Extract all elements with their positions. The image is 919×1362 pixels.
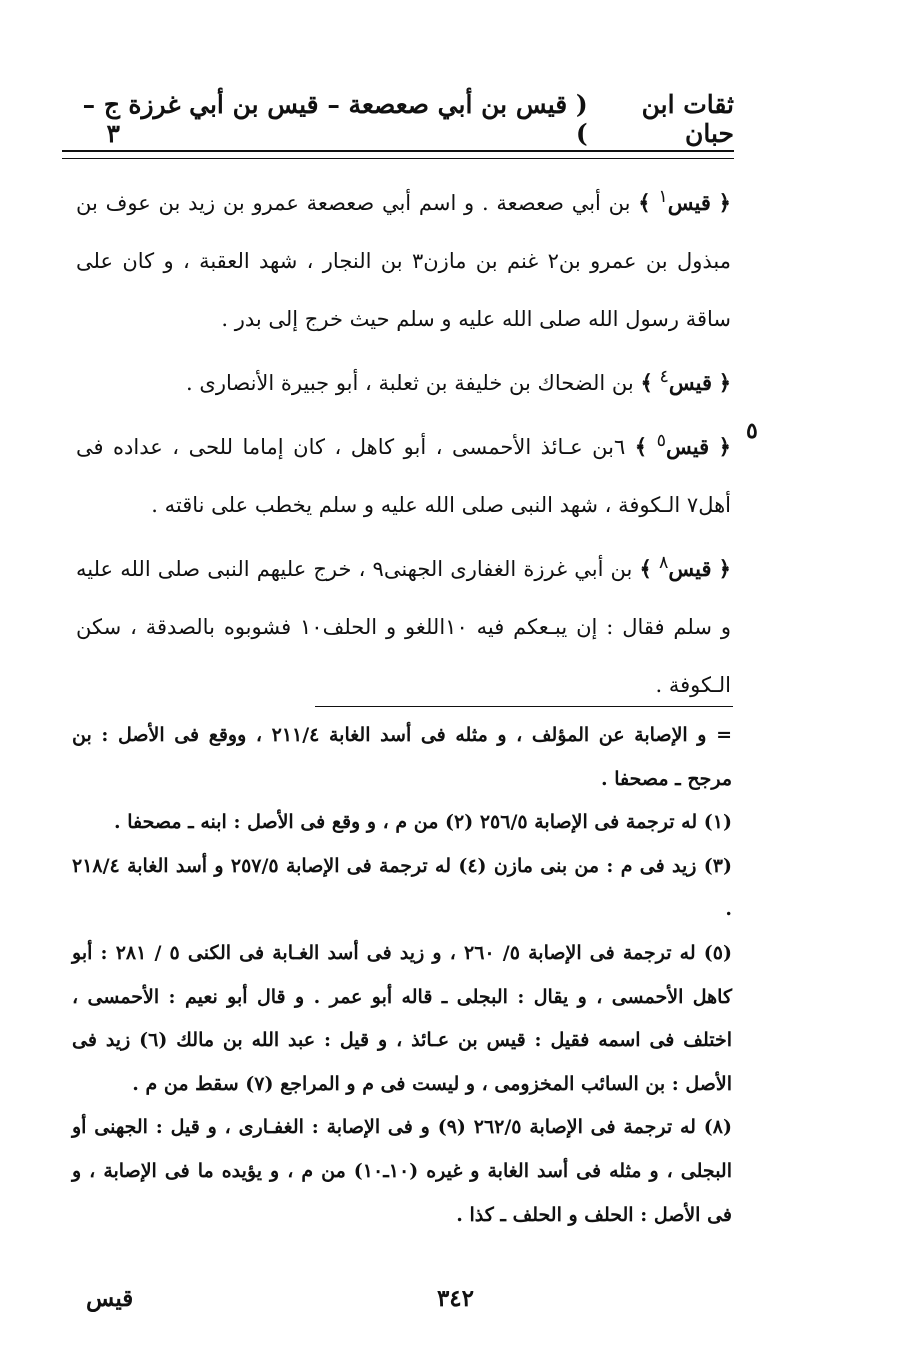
header-book-title: ثقات ابن حبان xyxy=(641,90,734,148)
entry-open-bracket: ﴿ xyxy=(718,556,731,581)
margin-line-number: ٥ xyxy=(746,418,758,444)
entry-note-mark: ٥ xyxy=(656,431,666,451)
running-header xyxy=(62,90,734,148)
entry-qays-ibn-aidh xyxy=(76,412,731,534)
entry-close-bracket: ﴾ xyxy=(638,190,651,215)
entry-text: بن أبي صعصعة . و اسم أبي صعصعة عمرو بن زيد بن عوف بن مبذول بن عمرو بن٢ غنم بن مازن٣ بن النجار ، شهد العقبة ، و كان على ساقة رسول الله صلى الله عليه و سلم حيث خرج إلى بدر . xyxy=(76,191,731,331)
header-double-rule xyxy=(62,150,734,159)
entry-name: قيس xyxy=(668,370,712,395)
footnotes xyxy=(72,714,732,1237)
main-text xyxy=(76,168,731,714)
entry-open-bracket: ﴿ xyxy=(718,370,731,395)
page-footer xyxy=(86,1285,736,1321)
entry-name: قيس xyxy=(667,190,711,215)
footnote-1-2: (١) له ترجمة فى الإصابة ٢٥٦/٥ (٢) من م ، و وقع فى الأصل : ابنه ـ مصحفا . xyxy=(114,811,732,834)
footnote-continuation: = و الإصابة عن المؤلف ، و مثله فى أسد الغابة ٢١١/٤ ، ووقع فى الأصل : بن مرجح ـ مصحفا . xyxy=(72,724,733,790)
catchword: قيس xyxy=(86,1285,134,1312)
entry-close-bracket: ﴾ xyxy=(639,556,652,581)
footnote-separator xyxy=(315,706,733,707)
entry-qays-ibn-al-dahhak xyxy=(76,348,731,412)
header-volume: ج – ٣ xyxy=(82,90,120,148)
entry-qays-ibn-abi-sasaa xyxy=(76,168,731,348)
page-number: ٣٤٢ xyxy=(436,1285,474,1312)
footnote-5-7: (٥) له ترجمة فى الإصابة ٥/ ٢٦٠ ، و زيد فى أسد الغـابة فى الكنى ٥ / ٢٨١ : أبو كاهل الأحمسى ، و يقال : البجلى ـ قاله أبو عمر . و قال أبو نعيم : الأحمسى ، اختلف فى اسمه فقيل : قيس بن عـائذ ، و قيل : عبد الله بن مالك (٦) زيد فى الأصل : بن السائب المخزومى ، و ليست فى م و المراجع (٧) سقط من م . xyxy=(72,941,732,1095)
entry-text: ٦بن عـائذ الأحمسى ، أبو كاهل ، كان إماما للحى ، عداده فى أهل٧ الـكوفة ، شهد النبى صلى الله عليه و سلم يخطب على ناقته . xyxy=(76,435,731,517)
entry-text: بن أبي غرزة الغفارى الجهنى٩ ، خرج عليهم النبى صلى الله عليه و سلم فقال : إن يبـعكم فيه ١٠اللغو و الحلف١٠ فشوبوه بالصدقة ، سكن الـكوفة . xyxy=(76,557,731,697)
entry-open-bracket: ﴿ xyxy=(718,434,731,459)
entry-note-mark: ٤ xyxy=(659,367,669,387)
entry-close-bracket: ﴾ xyxy=(634,434,648,459)
entry-name: قيس xyxy=(668,556,712,581)
entry-name: قيس xyxy=(666,434,710,459)
footnote-3-4: (٣) زيد فى م : من بنى مازن (٤) له ترجمة فى الإصابة ٢٥٧/٥ و أسد الغابة ٢١٨/٤ . xyxy=(72,854,732,921)
entry-note-mark: ١ xyxy=(658,187,668,207)
entry-open-bracket: ﴿ xyxy=(718,190,731,215)
footnote-8-10: (٨) له ترجمة فى الإصابة ٢٦٢/٥ (٩) و فى الإصابة : الغفـارى ، و قيل : الجهنى أو البجلى ، و مثله فى أسد الغابة و غيره (١٠ـ١٠) من م ، و يؤيده ما فى الإصابة ، و فى الأصل : الحلف و الحلف ـ كذا . xyxy=(72,1116,732,1226)
entry-text: بن الضحاك بن خليفة بن ثعلبة ، أبو جبيرة الأنصارى . xyxy=(186,371,634,395)
entry-qays-ibn-abi-gharaza xyxy=(76,534,731,714)
entry-close-bracket: ﴾ xyxy=(640,370,653,395)
entry-note-mark: ٨ xyxy=(658,553,669,573)
header-entries-range: ( قيس بن أبي صعصعة – قيس بن أبي غرزة ) xyxy=(128,90,588,148)
